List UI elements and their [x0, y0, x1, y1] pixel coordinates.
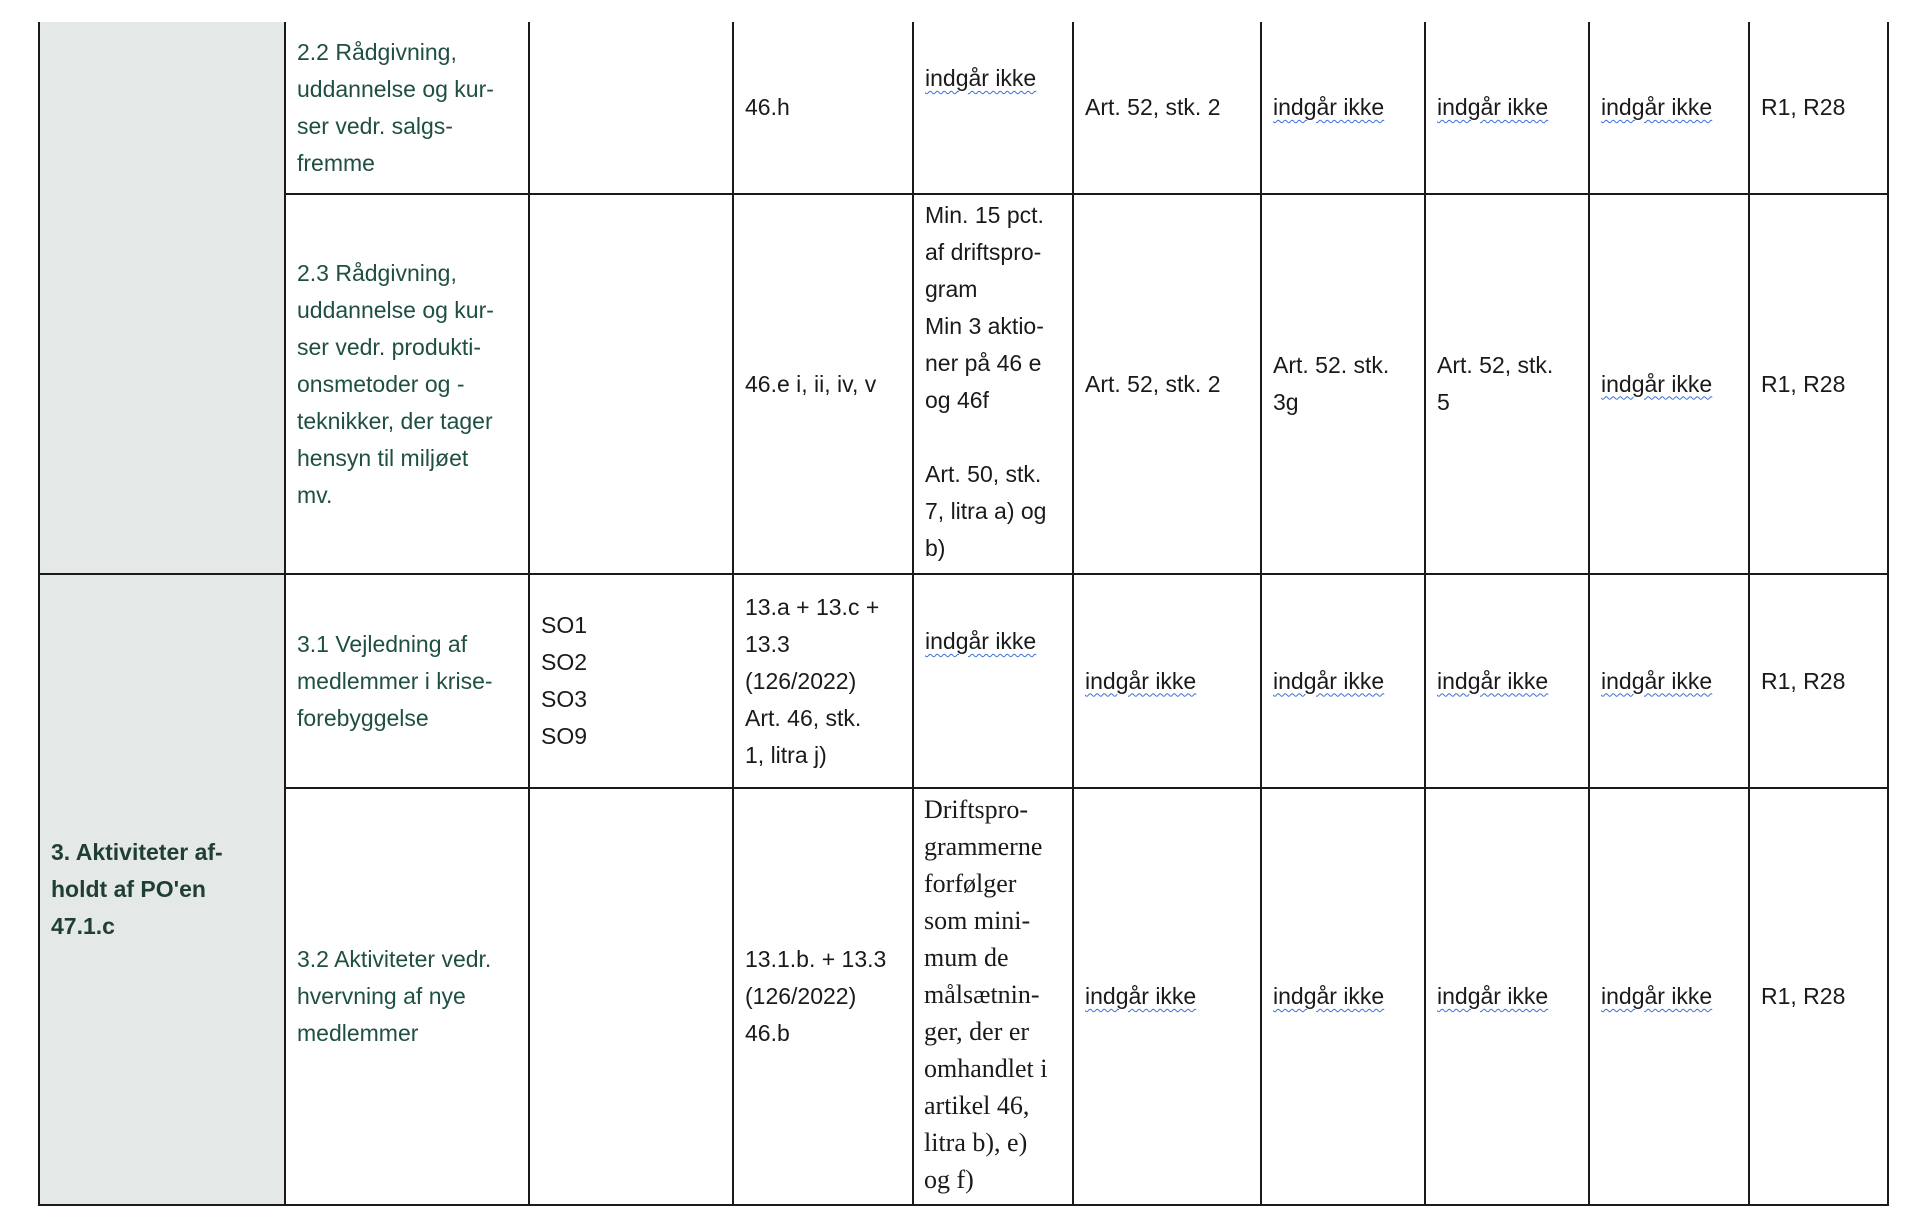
col7-cell [1261, 574, 1425, 788]
reference-cell [733, 574, 913, 788]
table-row-3-1 [39, 574, 1888, 788]
col6-text: Art. 52, stk. 2 [1085, 94, 1221, 120]
activity-cell [285, 194, 529, 574]
col6-text: Art. 52, stk. 2 [1085, 370, 1221, 397]
reference-text: 13.a + 13.c + 13.3 (126/2022) Art. 46, stk. 1, litra j) [745, 593, 880, 768]
col6-cell [1073, 788, 1261, 1205]
col8-text: indgår ikke [1437, 667, 1549, 694]
result-text: R1, R28 [1761, 667, 1846, 694]
requirement-text: indgår ikke [925, 628, 1037, 654]
requirement-cell [913, 194, 1073, 574]
col6-text: indgår ikke [1085, 983, 1197, 1009]
col6-cell [1073, 194, 1261, 574]
col6-cell [1073, 574, 1261, 788]
col9-cell [1589, 22, 1749, 194]
result-cell [1749, 22, 1888, 194]
col7-text: indgår ikke [1273, 94, 1385, 120]
result-cell [1749, 788, 1888, 1205]
so-text: SO1 SO2 SO3 SO9 [541, 612, 588, 749]
col9-text: indgår ikke [1601, 370, 1713, 397]
activity-cell [285, 574, 529, 788]
col7-text: indgår ikke [1273, 667, 1385, 694]
activity-text: 3.1 Vejledning af medlemmer i krise- forebyggelse [297, 630, 493, 731]
col8-cell [1425, 574, 1589, 788]
activity-text: 3.2 Aktiviteter vedr. hvervning af nye medlemmer [297, 946, 492, 1046]
col8-text: indgår ikke [1437, 983, 1549, 1009]
col7-cell [1261, 788, 1425, 1205]
group-label-3: 3. Aktiviteter af- holdt af PO'en 47.1.c [51, 839, 223, 939]
requirement-text: Min. 15 pct. af driftspro- gram Min 3 aktio- ner på 46 e og 46f Art. 50, stk. 7, litra a) og b) [925, 202, 1047, 561]
group-cell-2 [39, 22, 285, 574]
so-cell [529, 574, 733, 788]
table-row-2-3 [39, 194, 1888, 574]
col8-text: indgår ikke [1437, 94, 1549, 120]
col9-cell [1589, 194, 1749, 574]
col6-cell [1073, 22, 1261, 194]
col8-text: Art. 52, stk. 5 [1437, 352, 1554, 415]
col7-text: Art. 52. stk. 3g [1273, 352, 1390, 415]
requirement-text: indgår ikke [925, 65, 1037, 91]
col8-cell [1425, 22, 1589, 194]
col9-text: indgår ikke [1601, 983, 1713, 1009]
col8-cell [1425, 788, 1589, 1205]
result-cell [1749, 574, 1888, 788]
activity-cell [285, 22, 529, 194]
so-cell [529, 194, 733, 574]
table-row-2-2 [39, 22, 1888, 194]
document-table-container [38, 22, 1889, 1206]
activities-table [38, 22, 1889, 1206]
group-cell-3 [39, 574, 285, 1205]
col7-cell [1261, 194, 1425, 574]
col9-cell [1589, 788, 1749, 1205]
reference-cell [733, 22, 913, 194]
result-text: R1, R28 [1761, 370, 1846, 397]
col9-text: indgår ikke [1601, 94, 1713, 120]
col7-cell [1261, 22, 1425, 194]
reference-text: 46.e i, ii, iv, v [745, 370, 877, 397]
result-text: R1, R28 [1761, 94, 1846, 120]
activity-cell [285, 788, 529, 1205]
so-cell [529, 788, 733, 1205]
col9-cell [1589, 574, 1749, 788]
so-cell [529, 22, 733, 194]
result-text: R1, R28 [1761, 983, 1846, 1009]
col6-text: indgår ikke [1085, 667, 1197, 694]
requirement-cell [913, 22, 1073, 194]
table-row-3-2 [39, 788, 1888, 1205]
requirement-cell [913, 788, 1073, 1205]
requirement-text: Driftspro- grammerne forfølger som mini- mum de målsætnin- ger, der er omhandlet i artikel 46, litra b), e) og f) [924, 795, 1048, 1194]
reference-cell [733, 194, 913, 574]
reference-text: 46.h [745, 94, 790, 120]
activity-text: 2.2 Rådgivning, uddannelse og kur- ser vedr. salgs- fremme [297, 38, 494, 176]
col7-text: indgår ikke [1273, 983, 1385, 1009]
reference-cell [733, 788, 913, 1205]
requirement-cell [913, 574, 1073, 788]
reference-text: 13.1.b. + 13.3 (126/2022) 46.b [745, 946, 887, 1046]
col8-cell [1425, 194, 1589, 574]
activity-text: 2.3 Rådgivning, uddannelse og kur- ser vedr. produkti- onsmetoder og - teknikker, der tager hensyn til miljøet mv. [297, 259, 494, 508]
col9-text: indgår ikke [1601, 667, 1713, 694]
result-cell [1749, 194, 1888, 574]
